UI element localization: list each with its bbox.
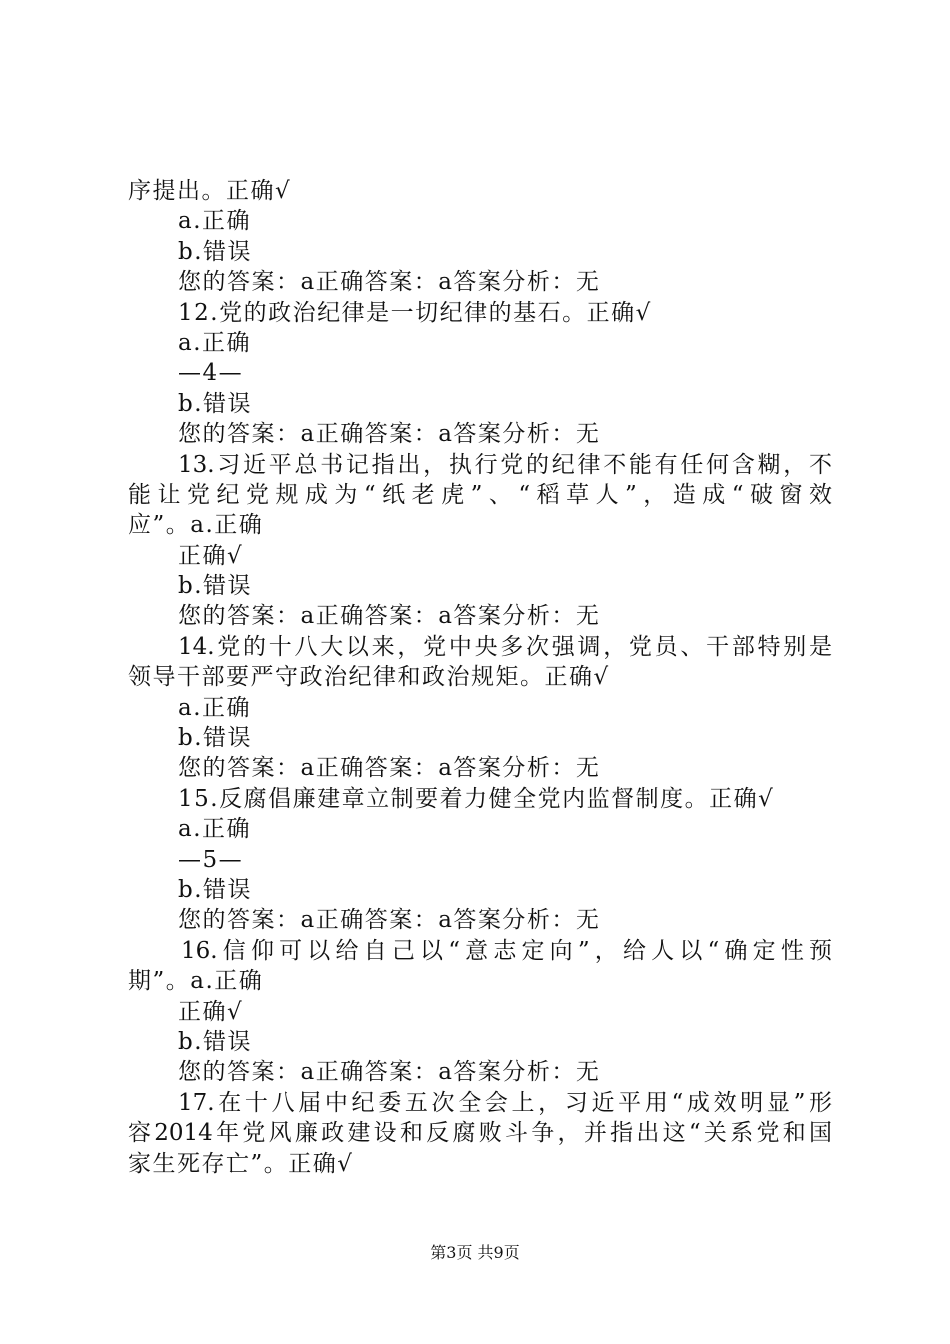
question-13-line-3: 应”。a.正确 [128, 512, 264, 539]
answer-line: 您的答案：a正确答案：a答案分析：无 [178, 421, 601, 448]
option-b: b.错误 [178, 876, 253, 903]
correct-mark: 正确√ [178, 542, 244, 569]
option-a: a.正确 [178, 329, 252, 356]
question-17-line-2: 容2014年党风廉政建设和反腐败斗争，并指出这“关系党和国 [128, 1120, 832, 1147]
page-marker: —4— [178, 360, 244, 387]
question-16-line-2: 期”。a.正确 [128, 968, 264, 995]
option-a: a.正确 [178, 816, 252, 843]
page-marker: —5— [178, 846, 244, 873]
answer-line: 您的答案：a正确答案：a答案分析：无 [178, 755, 601, 782]
answer-line: 您的答案：a正确答案：a答案分析：无 [178, 907, 601, 934]
question-12: 12.党的政治纪律是一切纪律的基石。正确√ [178, 299, 652, 326]
option-a: a.正确 [178, 208, 252, 235]
answer-line: 您的答案：a正确答案：a答案分析：无 [178, 603, 601, 630]
page-content [128, 176, 832, 1179]
text-line: 序提出。正确√ [128, 178, 292, 204]
option-a: a.正确 [178, 694, 252, 721]
question-17-line-1: 17.在十八届中纪委五次全会上，习近平用“成效明显”形 [178, 1089, 832, 1116]
question-17-line-3: 家生死存亡”。正确√ [128, 1150, 354, 1177]
option-b: b.错误 [178, 390, 253, 417]
correct-mark: 正确√ [178, 998, 244, 1025]
question-14-line-1: 14.党的十八大以来，党中央多次强调，党员、干部特别是 [178, 633, 832, 660]
option-b: b.错误 [178, 725, 253, 752]
option-b: b.错误 [178, 573, 253, 600]
question-15: 15.反腐倡廉建章立制要着力健全党内监督制度。正确√ [178, 785, 775, 812]
question-16-line-1: 16.信仰可以给自己以“意志定向”，给人以“确定性预 [181, 937, 832, 964]
question-13-line-2: 能让党纪党规成为“纸老虎”、“稻草人”，造成“破窗效 [128, 481, 832, 508]
option-b: b.错误 [178, 1028, 253, 1055]
question-14-line-2: 领导干部要严守政治纪律和政治规矩。正确√ [128, 664, 610, 691]
question-13-line-1: 13.习近平总书记指出，执行党的纪律不能有任何含糊，不 [178, 451, 832, 478]
answer-line: 您的答案：a正确答案：a答案分析：无 [178, 1059, 601, 1086]
option-b: b.错误 [178, 238, 253, 265]
page-footer: 第3页 共9页 [430, 1243, 520, 1262]
answer-line: 您的答案：a正确答案：a答案分析：无 [178, 269, 601, 296]
